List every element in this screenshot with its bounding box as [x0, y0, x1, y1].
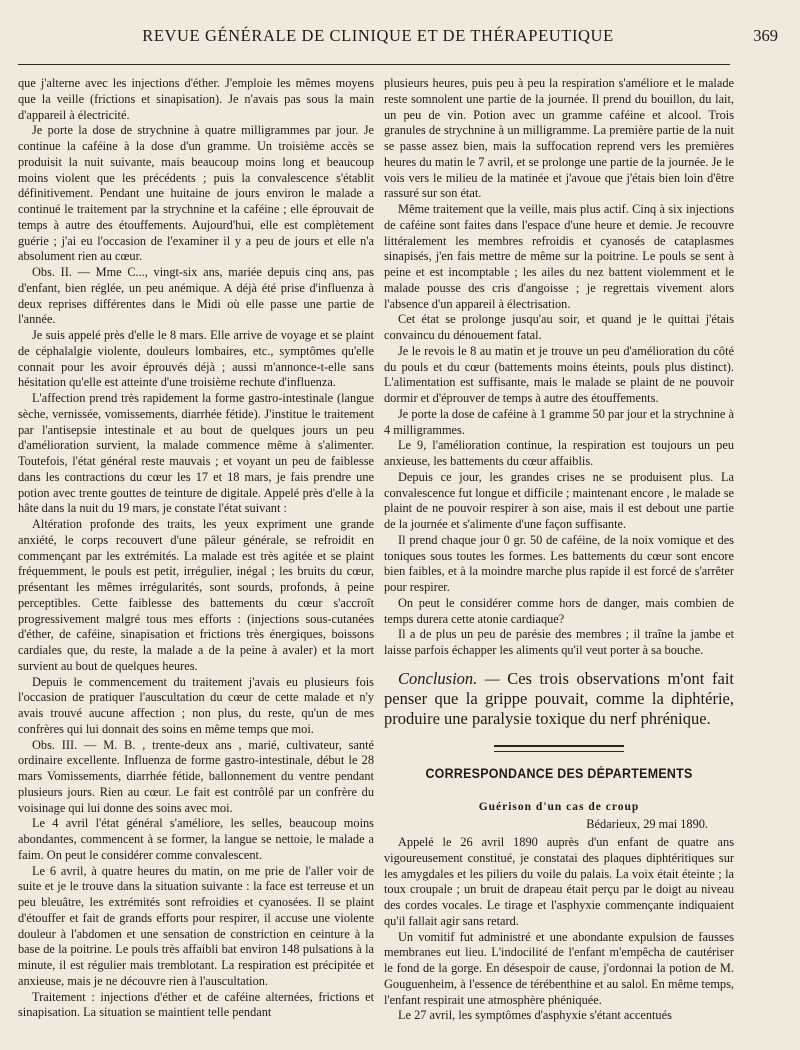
- paragraph: L'affection prend très rapidement la forme gastro-intestinale (langue sèche, vernissée, vomissements, diarrhée fétide). J'institue le traitement par l'antisepsie intestinale et au bout de quelques jours un peu d'amélioration survient, la malade commence même à s'alimenter. Toutefois, l'état général reste mauvais ; et voyant un peu de faiblesse dans les contractions du cœur les 17 et 18 mars, je fais prendre une potion avec trente gouttes de teinture de digitale. Appelé près d'elle à la hâte dans la nuit du 19 mars, je constate l'état suivant :: [18, 391, 374, 516]
- section-title: CORRESPONDANCE DES DÉPARTEMENTS: [425, 765, 693, 781]
- paragraph: Le 9, l'amélioration continue, la respiration est toujours un peu anxieuse, les battements du cœur affaiblis.: [384, 438, 734, 468]
- paragraph: Traitement : injections d'éther et de caféine alternées, frictions et sinapisation. La situation se maintient telle pendant: [18, 989, 374, 1020]
- paragraph: Le 4 avril l'état général s'améliore, les selles, beaucoup moins abondantes, commencent à se former, la langue se nettoie, le malade a faim. On peut le considérer comme convalescent.: [18, 816, 374, 862]
- paragraph-obs-3: Obs. III. — M. B. , trente-deux ans , marié, cultivateur, santé ordinaire excellente. Influenza de forme gastro-intestinale, début le 28 mars Vomissements, diarrhée fétide, ballonnement du ventre pendant plusieurs jours. Rien au cœur. Le fait est contrôlé par un confrère du voisinage qui lui donne des soins avec moi.: [18, 737, 374, 815]
- section-divider: [494, 745, 624, 752]
- paragraph: Cet état se prolonge jusqu'au soir, et quand je le quittai j'étais convaincu du dénouement fatal.: [384, 312, 734, 342]
- paragraph-obs-2: Obs. II. — Mme C..., vingt-six ans, mariée depuis cinq ans, pas d'enfant, bien réglée, un peu anémique. A déjà été prise d'influenza à deux reprises différentes dans le Midi où elle passe une partie de l'année.: [18, 265, 374, 327]
- paragraph: On peut le considérer comme hors de danger, mais combien de temps durera cette atonie cardiaque?: [384, 595, 734, 626]
- page-number: 369: [753, 26, 778, 45]
- header-rule: [18, 64, 730, 65]
- paragraph: Je le revois le 8 au matin et je trouve un peu d'amélioration du côté du pouls et du cœur (battements moins éteints, pouls plus distinct). L'alimentation est suffisante, mais le malade se plaint de ne pouvoir dormir et d'éprouver de temps à autre des étouffements.: [384, 343, 734, 405]
- paragraph: que j'alterne avec les injections d'éther. J'emploie les mêmes moyens que la veille (frictions et sinapisation). Je n'avais pas sous la main d'appareil à électricité.: [18, 76, 374, 122]
- left-column: [18, 76, 374, 1036]
- conclusion-paragraph: [384, 669, 734, 729]
- paragraph: Le 27 avril, les symptômes d'asphyxie s'étant accentués: [398, 1008, 672, 1023]
- journal-title: REVUE GÉNÉRALE DE CLINIQUE ET DE THÉRAPEUTIQUE: [142, 26, 614, 45]
- paragraph: Je porte la dose de strychnine à quatre milligrammes par jour. Je continue la caféine à la dose d'un gramme. Un troisième accès se produisit la nuit suivante, mais beaucoup moins long et beaucoup moins violent que les précédents ; puis la convalescence s'établit définitivement. Pendant une huitaine de jours environ le malade a continué le traitement par la strychnine et la caféine ; elle éprouvait de temps à autre des étouffements. Aujourd'hui, elle est complètement guérie ; j'ai eu l'occasion de l'examiner il y a peu de jours et elle n'a absolument rien au cœur.: [18, 123, 374, 264]
- paragraph: plusieurs heures, puis peu à peu la respiration s'améliore et le malade reste somnolent une partie de la journée. Il prend du bouillon, du lait, un peu de vin. Potion avec un gramme caféine et alcool. Trois granules de strychnine à un milligramme. La première partie de la nuit se passe assez bien, mais la suffocation reprend vers les premières heures du matin le 7 avril, et se prolonge une partie de la journée. Je le vois vers le milieu de la matinée et j'avoue que j'étais bien loin d'être rassuré sur son état.: [384, 76, 734, 201]
- paragraph: Depuis le commencement du traitement j'avais eu plusieurs fois l'occasion de pratiquer l'auscultation du cœur de cette malade et n'y avais trouvé aucune affection ; non plus, du reste, qu'un de mes confrères qui lui donnait des soins en même temps que moi.: [18, 674, 374, 736]
- paragraph: Un vomitif fut administré et une abondante expulsion de fausses membranes eut lieu. L'indocilité de l'enfant m'empêcha de cautériser le fond de la gorge. En désespoir de cause, j'ordonnai la potion de M. Gouguenheim, à l'essence de térébenthine et au salol. En même temps, l'enfant respirait une atmosphère phéniquée.: [384, 929, 734, 1007]
- article-title: Guérison d'un cas de croup: [478, 800, 640, 813]
- right-column: [384, 76, 734, 1036]
- paragraph: Même traitement que la veille, mais plus actif. Cinq à six injections de caféine sont faites dans l'espace d'une heure et demie. Je recouvre littéralement les membres refroidis et cyanosés de cataplasmes sinapisés, j'en fais mettre de même sur la poitrine. Le pouls se sent à peine et est incomptable ; les ailes du nez battent violemment et le malade pousse des cris d'angoisse ; je regrettais vivement alors l'absence d'un appareil à électrisation.: [384, 202, 734, 311]
- running-head: [18, 26, 778, 54]
- dateline: Bédarieux, 29 mai 1890.: [586, 817, 708, 832]
- paragraph: Le 6 avril, à quatre heures du matin, on me prie de l'aller voir de suite et je le trouve dans la situation suivante : la face est terreuse et un peu bleuâtre, les extrémités sont refroidies et cyanosées. Il se plaint d'étouffer et fait de grands efforts pour respirer, il accuse une violente douleur à l'abdomen et une sensation de constriction en ceinture à la base de la poitrine. Le pouls très affaibli bat environ 148 pulsations à la minute, il est régulier mais tremblotant. La respiration est précipitée et anxieuse, mais je ne découvre rien à l'auscultation.: [18, 863, 374, 988]
- paragraph: Depuis ce jour, les grandes crises ne se produisent plus. La convalescence fut longue et difficile ; maintenant encore , le malade se plaint de ne pouvoir respirer à son aise, mais il est debout une partie de la journée et s'alimente d'une façon suffisante.: [384, 469, 734, 531]
- paragraph: Altération profonde des traits, les yeux expriment une grande anxiété, le corps recouvert d'une pâleur générale, se refroidit en commençant par les extrémités. La malade est très agitée et se plaint fréquemment, le pouls est petit, irrégulier, inégal ; les bruits du cœur, présentant les mêmes irrégularités, sont sourds, profonds, à peine perceptibles. Cette faiblesse des battements du cœur s'accroît progressivement malgré tous mes efforts : (injections sous-cutanées d'éther, de caféine, sinapisation et frictions très énergiques, boissons cardiales que, du reste, la malade a de la peine à avaler) et la mort survient au bout de quelques heures.: [18, 517, 374, 673]
- paragraph: Il prend chaque jour 0 gr. 50 de caféine, de la noix vomique et des toniques sous toutes les formes. Les battements du cœur sont encore bien faibles, et à la moindre marche plus rapide il est forcé de s'arrêter pour respirer.: [384, 532, 734, 594]
- paragraph: Appelé le 26 avril 1890 auprès d'un enfant de quatre ans vigoureusement constitué, je constatai des plaques diphtéritiques sur les amygdales et les piliers du voile du palais. La voix était éteinte ; la toux croupale ; un bruit de drapeau était perçu par le doigt au niveau des cordes vocales. Le tirage et l'asphyxie commençante indiquaient qu'il fallait agir sans retard.: [384, 835, 734, 928]
- conclusion-lead: Conclusion. —: [398, 668, 500, 688]
- paragraph: Il a de plus un peu de parésie des membres ; il traîne la jambe et laisse parfois échapper les aliments qu'il veut porter à sa bouche.: [384, 627, 734, 657]
- paragraph: Je suis appelé près d'elle le 8 mars. Elle arrive de voyage et se plaint de céphalalgie violente, douleurs lombaires, etc., symptômes qu'elle connait pour les avoir éprouvés déjà ; aussi m'annonce-t-elle sans hésitation qu'elle est atteinte d'une troisième rechute d'influenza.: [18, 328, 374, 390]
- paragraph: Je porte la dose de caféine à 1 gramme 50 par jour et la strychnine à 4 milligrammes.: [384, 406, 734, 437]
- conclusion-text: Ces trois observations m'ont fait penser que la grippe pouvait, comme la diphtérie, produire une paralysie toxique du nerf phrénique.: [384, 668, 734, 728]
